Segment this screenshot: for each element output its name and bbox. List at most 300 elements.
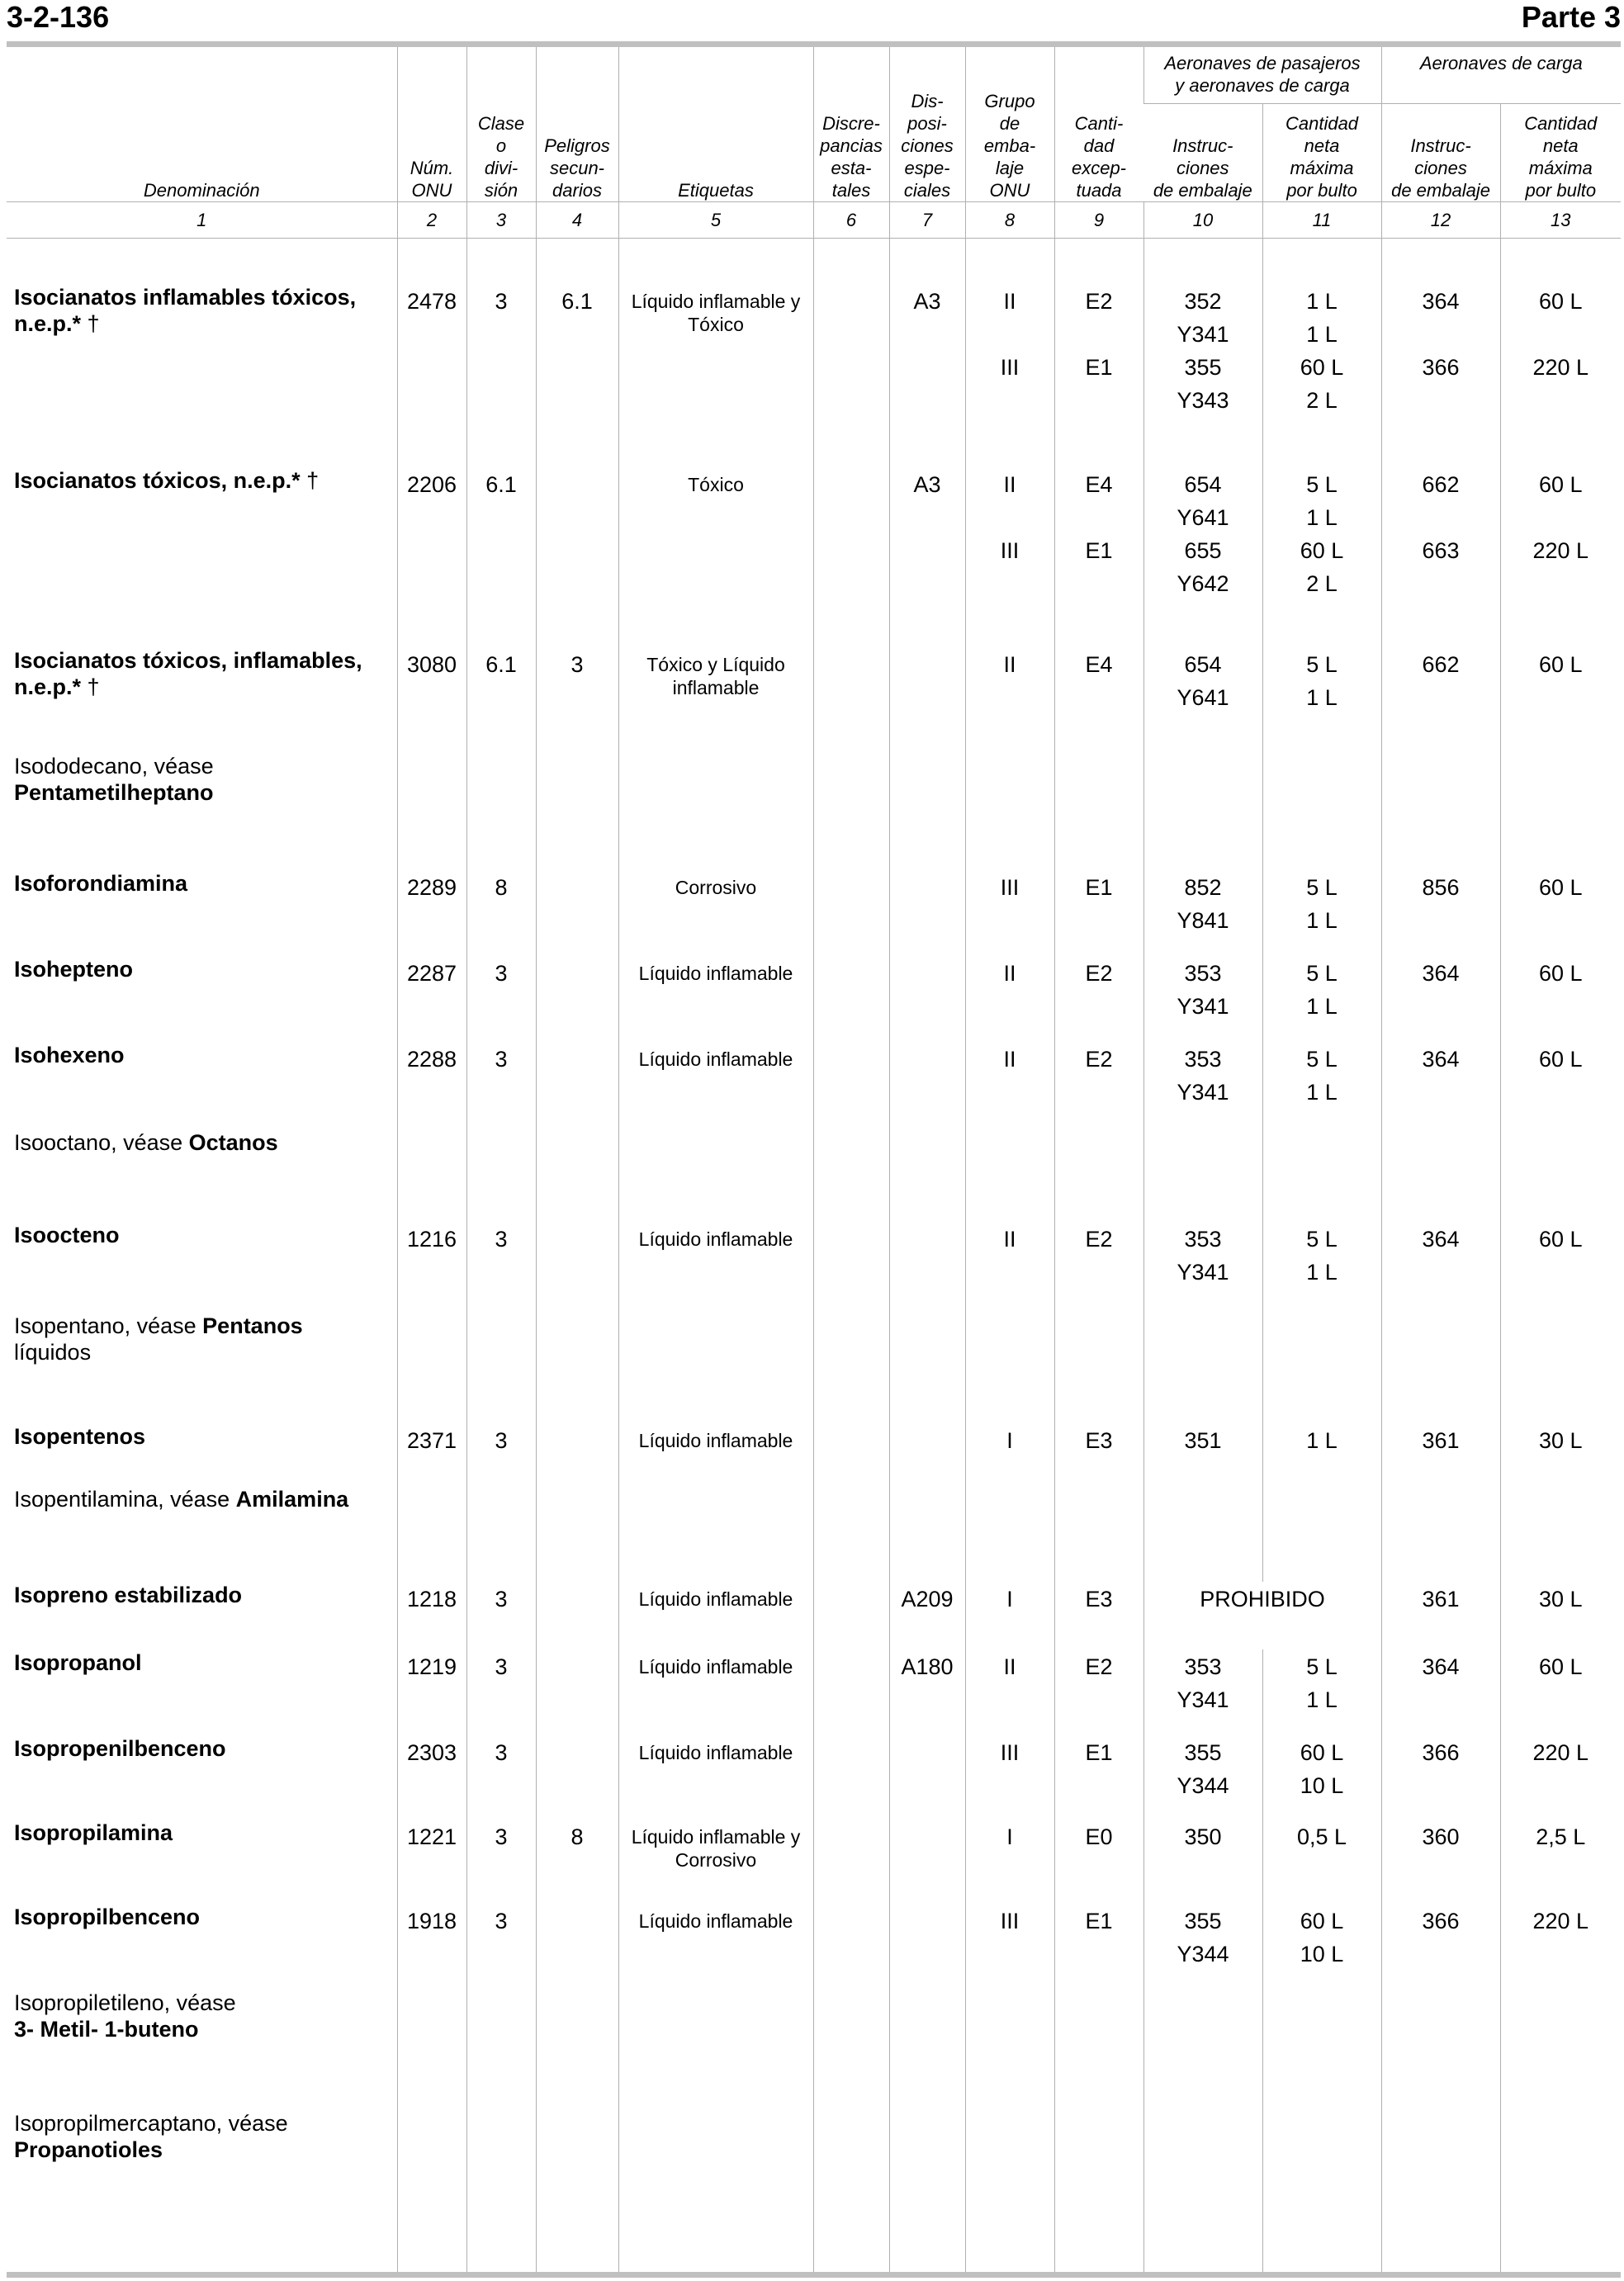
un-number: 1918 [397, 1904, 466, 1990]
col-number: 12 [1381, 201, 1500, 238]
cargo-max-quantity: 60 L [1500, 647, 1621, 753]
excepted-quantity: E3 [1054, 1582, 1143, 1649]
col-header-pax-instrucciones: Instruc- ciones de embalaje [1153, 135, 1252, 201]
state-variation [813, 1582, 889, 1649]
hazard-label: Líquido inflamable [618, 1735, 813, 1820]
table-row [7, 870, 1621, 956]
empty-cell [397, 1486, 466, 1582]
empty-cell [1262, 1129, 1381, 1222]
col-group-pasajeros: Aeronaves de pasajeros y aeronaves de carga [1143, 47, 1381, 103]
col-header-etiquetas: Etiquetas [618, 47, 813, 201]
substance-name: Isopropilmercaptano, véase Propanotioles [14, 2110, 288, 2162]
substance-name: Isopentilamina, véase Amilamina [14, 1486, 349, 1512]
state-variation [813, 284, 889, 467]
table-row [7, 1990, 1621, 2110]
empty-cell [1381, 2110, 1500, 2193]
top-rule [7, 41, 1621, 47]
cargo-packing-instruction: 361 [1381, 1582, 1500, 1649]
cargo-max-quantity: 220 L [1500, 1735, 1621, 1820]
col-number: 6 [813, 201, 889, 238]
cargo-packing-instruction: 662 663 [1381, 467, 1500, 647]
empty-cell [536, 753, 618, 870]
subsidiary-hazard [536, 1222, 618, 1313]
special-provision: A180 [889, 1649, 965, 1735]
state-variation [813, 467, 889, 647]
empty-cell [889, 753, 965, 870]
empty-cell [466, 1990, 536, 2110]
excepted-quantity: E3 [1054, 1423, 1143, 1486]
subsidiary-hazard [536, 1423, 618, 1486]
special-provision [889, 1904, 965, 1990]
excepted-quantity: E2 E1 [1054, 284, 1143, 467]
un-number: 1216 [397, 1222, 466, 1313]
empty-cell [813, 2110, 889, 2193]
state-variation [813, 956, 889, 1042]
cargo-packing-instruction: 662 [1381, 647, 1500, 753]
empty-cell [466, 753, 536, 870]
empty-cell [1381, 1129, 1500, 1222]
substance-name: Isopropenilbenceno [14, 1735, 226, 1761]
empty-cell [1143, 1313, 1262, 1423]
col-number: 9 [1054, 201, 1143, 238]
substance-name: Isohexeno [14, 1042, 125, 1067]
col-number: 2 [397, 201, 466, 238]
special-provision: A209 [889, 1582, 965, 1649]
cargo-max-quantity: 220 L [1500, 1904, 1621, 1990]
cargo-max-quantity: 60 L [1500, 1042, 1621, 1129]
empty-cell [813, 1313, 889, 1423]
packing-group: III [965, 1735, 1054, 1820]
packing-group: II [965, 1649, 1054, 1735]
col-number: 11 [1262, 201, 1381, 238]
un-number: 2371 [397, 1423, 466, 1486]
table-row [7, 1486, 1621, 1582]
special-provision [889, 1042, 965, 1129]
col-header-pax-cantidad: Cantidad neta máxima por bulto [1262, 103, 1381, 201]
page-header [7, 0, 1621, 38]
empty-cell [1500, 1990, 1621, 2110]
packing-group: III [965, 870, 1054, 956]
class-division: 3 [466, 1042, 536, 1129]
table-row [7, 1820, 1621, 1904]
pax-max-quantity: 1 L [1262, 1423, 1381, 1486]
packing-group: I [965, 1820, 1054, 1904]
column-number-row [7, 201, 1621, 238]
excepted-quantity: E1 [1054, 1904, 1143, 1990]
packing-group: II [965, 1222, 1054, 1313]
col-number: 1 [7, 201, 397, 238]
table-row [7, 284, 1621, 467]
subsidiary-hazard: 3 [536, 647, 618, 753]
un-number: 1219 [397, 1649, 466, 1735]
cargo-packing-instruction: 366 [1381, 1735, 1500, 1820]
empty-cell [1500, 1129, 1621, 1222]
cargo-max-quantity: 60 L [1500, 1649, 1621, 1735]
class-division: 6.1 [466, 467, 536, 647]
class-division: 3 [466, 1904, 536, 1990]
empty-cell [1054, 1313, 1143, 1423]
empty-cell [1262, 1486, 1381, 1582]
packing-group: III [965, 1904, 1054, 1990]
un-number: 2289 [397, 870, 466, 956]
substance-name: Isocianatos inflamables tóxicos, n.e.p.* † [14, 284, 357, 336]
cargo-packing-instruction: 364 [1381, 1042, 1500, 1129]
empty-cell [813, 753, 889, 870]
excepted-quantity: E2 [1054, 1042, 1143, 1129]
excepted-quantity: E2 [1054, 1649, 1143, 1735]
excepted-quantity: E4 [1054, 647, 1143, 753]
hazard-label: Líquido inflamable [618, 1222, 813, 1313]
excepted-quantity: E2 [1054, 956, 1143, 1042]
table-row [7, 2110, 1621, 2193]
pax-max-quantity: 5 L 1 L [1262, 956, 1381, 1042]
empty-cell [397, 1990, 466, 2110]
empty-cell [1381, 1990, 1500, 2110]
substance-name: Isopentano, véase Pentanos líquidos [14, 1313, 303, 1365]
empty-cell [1262, 2110, 1381, 2193]
pax-packing-instruction: 355 Y344 [1143, 1904, 1262, 1990]
empty-cell [618, 1313, 813, 1423]
packing-group: I [965, 1423, 1054, 1486]
empty-cell [618, 1990, 813, 2110]
empty-cell [466, 1486, 536, 1582]
empty-cell [965, 753, 1054, 870]
empty-cell [466, 1129, 536, 1222]
pax-packing-instruction: 353 Y341 [1143, 1649, 1262, 1735]
packing-group: II [965, 1042, 1054, 1129]
col-group-carga: Aeronaves de carga [1381, 47, 1621, 103]
empty-cell [889, 1486, 965, 1582]
pax-packing-instruction: 353 Y341 [1143, 1042, 1262, 1129]
special-provision: A3 [889, 284, 965, 467]
dangerous-goods-table [7, 47, 1621, 2272]
empty-cell [813, 1129, 889, 1222]
special-provision [889, 647, 965, 753]
cargo-packing-instruction: 366 [1381, 1904, 1500, 1990]
cargo-max-quantity: 2,5 L [1500, 1820, 1621, 1904]
empty-cell [1262, 753, 1381, 870]
cargo-packing-instruction: 360 [1381, 1820, 1500, 1904]
empty-cell [397, 2110, 466, 2193]
empty-cell [1381, 753, 1500, 870]
part-label: Parte 3 [1521, 0, 1621, 34]
class-division: 3 [466, 1222, 536, 1313]
empty-cell [1262, 1990, 1381, 2110]
pax-packing-instruction: 352 Y341 355 Y343 [1143, 284, 1262, 467]
table-row [7, 1649, 1621, 1735]
cargo-packing-instruction: 364 366 [1381, 284, 1500, 467]
table-row [7, 1904, 1621, 1990]
state-variation [813, 1904, 889, 1990]
state-variation [813, 1423, 889, 1486]
col-header-denominacion: Denominación [143, 179, 260, 201]
pax-packing-instruction: 353 Y341 [1143, 1222, 1262, 1313]
filler-row [7, 2193, 1621, 2273]
cargo-packing-instruction: 856 [1381, 870, 1500, 956]
substance-name: Isododecano, véase Pentametilheptano [14, 753, 214, 805]
cargo-max-quantity: 60 L [1500, 1222, 1621, 1313]
empty-cell [536, 1129, 618, 1222]
empty-cell [618, 1486, 813, 1582]
pax-packing-instruction: 351 [1143, 1423, 1262, 1486]
pax-max-quantity: 60 L 10 L [1262, 1904, 1381, 1990]
col-header-disposiciones: Dis- posi- ciones espe- ciales [889, 47, 965, 201]
cargo-packing-instruction: 361 [1381, 1423, 1500, 1486]
special-provision [889, 1423, 965, 1486]
table-row [7, 647, 1621, 753]
col-header-num-onu: Núm. ONU [397, 47, 466, 201]
empty-cell [466, 1313, 536, 1423]
empty-cell [1143, 2110, 1262, 2193]
cargo-max-quantity: 60 L 220 L [1500, 284, 1621, 467]
cargo-packing-instruction: 364 [1381, 1649, 1500, 1735]
subsidiary-hazard [536, 1735, 618, 1820]
table-row [7, 1129, 1621, 1222]
packing-group: II [965, 647, 1054, 753]
empty-cell [965, 1129, 1054, 1222]
class-division: 3 [466, 1423, 536, 1486]
special-provision [889, 1222, 965, 1313]
pax-max-quantity: 5 L 1 L [1262, 1649, 1381, 1735]
col-header-cargo-instrucciones: Instruc- ciones de embalaje [1381, 103, 1500, 201]
pax-max-quantity: 5 L 1 L [1262, 870, 1381, 956]
empty-cell [889, 1313, 965, 1423]
un-number: 2287 [397, 956, 466, 1042]
pax-packing-instruction: 852 Y841 [1143, 870, 1262, 956]
subsidiary-hazard [536, 956, 618, 1042]
empty-cell [1143, 1990, 1262, 2110]
special-provision [889, 1735, 965, 1820]
packing-group: II [965, 956, 1054, 1042]
table-row [7, 753, 1621, 870]
empty-cell [889, 1129, 965, 1222]
substance-name: Isopentenos [14, 1423, 146, 1449]
empty-cell [1054, 2110, 1143, 2193]
subsidiary-hazard: 8 [536, 1820, 618, 1904]
empty-cell [536, 1486, 618, 1582]
empty-cell [965, 1990, 1054, 2110]
col-header-grupo: Grupo de emba- laje ONU [965, 47, 1054, 201]
col-header-cargo-cantidad: Cantidad neta máxima por bulto [1500, 103, 1621, 201]
empty-cell [397, 753, 466, 870]
col-number: 3 [466, 201, 536, 238]
bottom-rule [7, 2272, 1621, 2278]
state-variation [813, 1222, 889, 1313]
pax-packing-instruction: 355 Y344 [1143, 1735, 1262, 1820]
col-header-clase: Clase o divi- sión [466, 47, 536, 201]
state-variation [813, 870, 889, 956]
excepted-quantity: E4 E1 [1054, 467, 1143, 647]
empty-cell [466, 2110, 536, 2193]
empty-cell [965, 1486, 1054, 1582]
table-body [7, 238, 1621, 2272]
empty-cell [1381, 1486, 1500, 1582]
empty-cell [1054, 1486, 1143, 1582]
pax-packing-instruction: 350 [1143, 1820, 1262, 1904]
empty-cell [889, 1990, 965, 2110]
hazard-label: Líquido inflamable [618, 956, 813, 1042]
col-number: 7 [889, 201, 965, 238]
substance-name: Isocianatos tóxicos, inflamables, n.e.p.* † [14, 647, 362, 699]
col-number: 13 [1500, 201, 1621, 238]
hazard-label: Líquido inflamable [618, 1649, 813, 1735]
subsidiary-hazard [536, 1904, 618, 1990]
col-number: 10 [1143, 201, 1262, 238]
subsidiary-hazard [536, 1042, 618, 1129]
substance-name: Isoforondiamina [14, 870, 188, 896]
special-provision [889, 870, 965, 956]
special-provision [889, 956, 965, 1042]
class-division: 3 [466, 956, 536, 1042]
empty-cell [618, 753, 813, 870]
un-number: 1221 [397, 1820, 466, 1904]
pax-max-quantity: 5 L 1 L [1262, 1042, 1381, 1129]
cargo-max-quantity: 30 L [1500, 1582, 1621, 1649]
cargo-max-quantity: 30 L [1500, 1423, 1621, 1486]
hazard-label: Líquido inflamable [618, 1042, 813, 1129]
cargo-packing-instruction: 364 [1381, 1222, 1500, 1313]
subsidiary-hazard: 6.1 [536, 284, 618, 467]
table-row [7, 1313, 1621, 1423]
cargo-packing-instruction: 364 [1381, 956, 1500, 1042]
packing-group: II III [965, 467, 1054, 647]
empty-cell [536, 1313, 618, 1423]
empty-cell [618, 1129, 813, 1222]
pax-max-quantity: 60 L 10 L [1262, 1735, 1381, 1820]
spacer-row [7, 238, 1621, 284]
table-row [7, 1042, 1621, 1129]
hazard-label: Líquido inflamable [618, 1423, 813, 1486]
col-header-cantidad-exceptuada: Canti- dad excep- tuada [1054, 47, 1143, 201]
substance-name: Isohepteno [14, 956, 134, 982]
substance-name: Isocianatos tóxicos, n.e.p.* † [14, 467, 320, 493]
table-row [7, 1222, 1621, 1313]
un-number: 2303 [397, 1735, 466, 1820]
special-provision: A3 [889, 467, 965, 647]
excepted-quantity: E1 [1054, 870, 1143, 956]
table-row [7, 1735, 1621, 1820]
empty-cell [536, 1990, 618, 2110]
empty-cell [1381, 1313, 1500, 1423]
substance-name: Isooctano, véase Octanos [14, 1129, 278, 1155]
empty-cell [1500, 753, 1621, 870]
col-number: 4 [536, 201, 618, 238]
pax-max-quantity: 0,5 L [1262, 1820, 1381, 1904]
hazard-label: Líquido inflamable [618, 1904, 813, 1990]
class-division: 8 [466, 870, 536, 956]
class-division: 3 [466, 284, 536, 467]
page-number: 3-2-136 [7, 0, 110, 34]
empty-cell [889, 2110, 965, 2193]
empty-cell [965, 2110, 1054, 2193]
empty-cell [1500, 1486, 1621, 1582]
table-row [7, 467, 1621, 647]
empty-cell [1143, 1486, 1262, 1582]
subsidiary-hazard [536, 1649, 618, 1735]
class-division: 3 [466, 1582, 536, 1649]
hazard-label: Tóxico y Líquido inflamable [618, 647, 813, 753]
un-number: 2478 [397, 284, 466, 467]
hazard-label: Corrosivo [618, 870, 813, 956]
pax-max-quantity: 5 L 1 L 60 L 2 L [1262, 467, 1381, 647]
empty-cell [618, 2110, 813, 2193]
packing-group: I [965, 1582, 1054, 1649]
table-row [7, 1423, 1621, 1486]
col-number: 8 [965, 201, 1054, 238]
passenger-prohibited: PROHIBIDO [1143, 1582, 1381, 1649]
pax-max-quantity: 1 L 1 L 60 L 2 L [1262, 284, 1381, 467]
pax-packing-instruction: 353 Y341 [1143, 956, 1262, 1042]
class-division: 3 [466, 1735, 536, 1820]
state-variation [813, 1649, 889, 1735]
table-row [7, 956, 1621, 1042]
un-number: 1218 [397, 1582, 466, 1649]
hazard-label: Tóxico [618, 467, 813, 647]
hazard-label: Líquido inflamable y Corrosivo [618, 1820, 813, 1904]
class-division: 3 [466, 1649, 536, 1735]
empty-cell [536, 2110, 618, 2193]
empty-cell [1500, 1313, 1621, 1423]
empty-cell [1054, 1129, 1143, 1222]
empty-cell [965, 1313, 1054, 1423]
un-number: 2206 [397, 467, 466, 647]
un-number: 3080 [397, 647, 466, 753]
subsidiary-hazard [536, 1582, 618, 1649]
substance-name: Isopropilbenceno [14, 1904, 201, 1929]
substance-name: Isopropanol [14, 1649, 142, 1675]
state-variation [813, 1735, 889, 1820]
hazard-label: Líquido inflamable [618, 1582, 813, 1649]
excepted-quantity: E2 [1054, 1222, 1143, 1313]
state-variation [813, 1820, 889, 1904]
empty-cell [1143, 753, 1262, 870]
empty-cell [1262, 1313, 1381, 1423]
empty-cell [1054, 753, 1143, 870]
special-provision [889, 1820, 965, 1904]
class-division: 6.1 [466, 647, 536, 753]
hazard-label: Líquido inflamable y Tóxico [618, 284, 813, 467]
cargo-max-quantity: 60 L 220 L [1500, 467, 1621, 647]
empty-cell [1143, 1129, 1262, 1222]
cargo-max-quantity: 60 L [1500, 870, 1621, 956]
empty-cell [1500, 2110, 1621, 2193]
state-variation [813, 1042, 889, 1129]
subsidiary-hazard [536, 467, 618, 647]
packing-group: II III [965, 284, 1054, 467]
substance-name: Isopreno estabilizado [14, 1582, 243, 1607]
excepted-quantity: E1 [1054, 1735, 1143, 1820]
empty-cell [397, 1129, 466, 1222]
pax-max-quantity: 5 L 1 L [1262, 647, 1381, 753]
empty-cell [813, 1486, 889, 1582]
substance-name: Isopropilamina [14, 1820, 173, 1845]
col-number: 5 [618, 201, 813, 238]
empty-cell [397, 1313, 466, 1423]
excepted-quantity: E0 [1054, 1820, 1143, 1904]
state-variation [813, 647, 889, 753]
pax-max-quantity: 5 L 1 L [1262, 1222, 1381, 1313]
col-header-peligros: Peligros secun- darios [536, 47, 618, 201]
cargo-max-quantity: 60 L [1500, 956, 1621, 1042]
un-number: 2288 [397, 1042, 466, 1129]
pax-packing-instruction: 654 Y641 655 Y642 [1143, 467, 1262, 647]
empty-cell [813, 1990, 889, 2110]
col-header-discrepancias: Discre- pancias esta- tales [813, 47, 889, 201]
substance-name: Isoocteno [14, 1222, 120, 1247]
substance-name: Isopropiletileno, véase 3- Metil- 1-buteno [14, 1990, 236, 2042]
subsidiary-hazard [536, 870, 618, 956]
table-row [7, 1582, 1621, 1649]
